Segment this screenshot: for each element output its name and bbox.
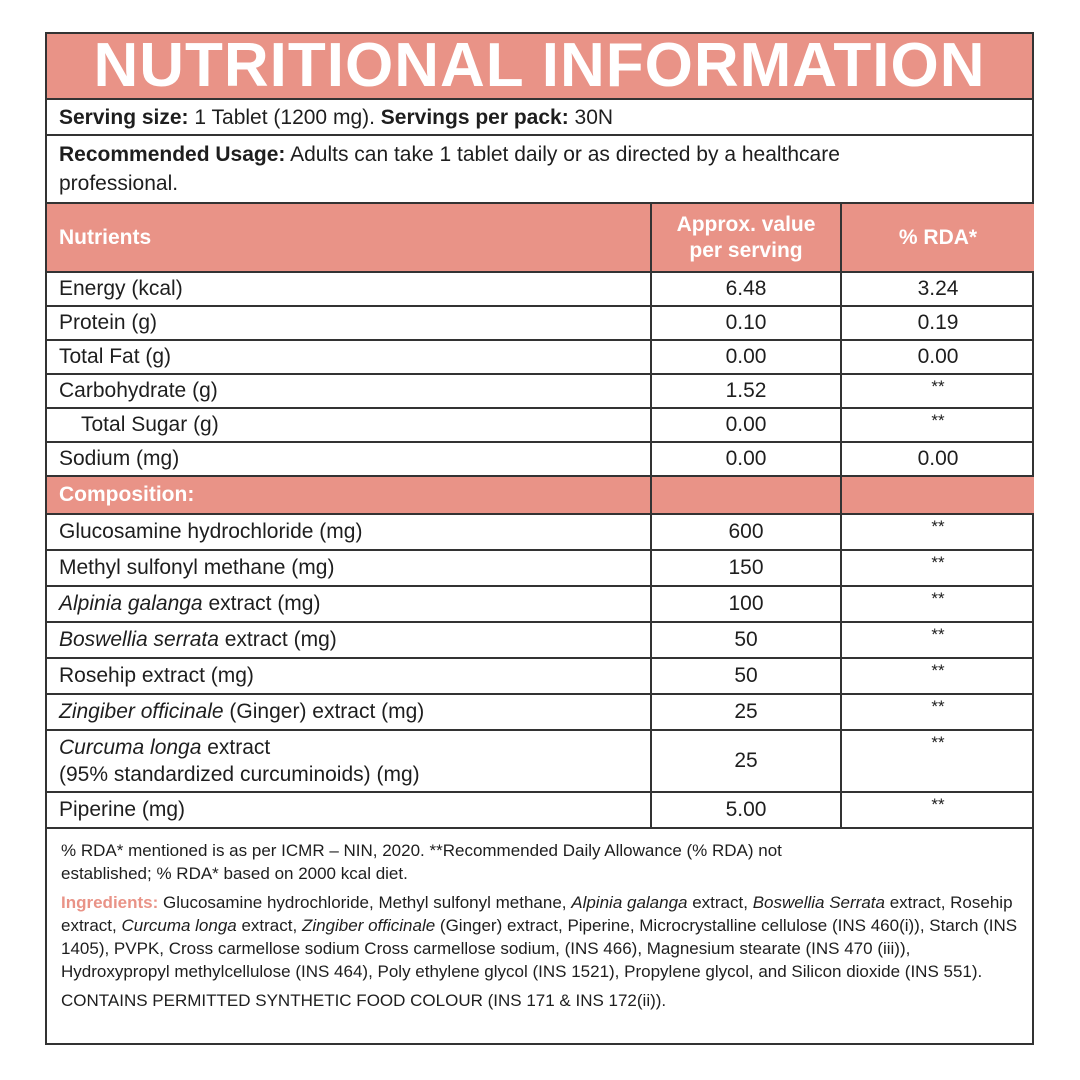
composition-name: Alpinia galanga extract (mg) — [47, 586, 651, 622]
composition-rda: ** — [841, 730, 1034, 792]
nutrition-panel — [45, 32, 1034, 1045]
composition-row — [47, 586, 1034, 622]
ingredients-label: Ingredients: — [61, 893, 159, 912]
nutrient-name: Energy (kcal) — [47, 272, 651, 306]
composition-value: 50 — [651, 658, 841, 694]
composition-value: 600 — [651, 514, 841, 550]
serving-size-label: Serving size: — [59, 106, 189, 129]
table-header-row — [47, 204, 1034, 272]
nutrient-row — [47, 408, 1034, 442]
composition-value: 25 — [651, 694, 841, 730]
usage-label: Recommended Usage: — [59, 143, 286, 166]
nutrient-name: Carbohydrate (g) — [47, 374, 651, 408]
composition-row — [47, 550, 1034, 586]
composition-row — [47, 730, 1034, 792]
nutrient-value: 0.00 — [651, 340, 841, 374]
serving-info — [47, 100, 1032, 136]
nutrient-rda: 0.00 — [841, 340, 1034, 374]
nutrient-row — [47, 272, 1034, 306]
composition-name: Zingiber officinale (Ginger) extract (mg) — [47, 694, 651, 730]
nutrient-value: 0.10 — [651, 306, 841, 340]
nutrient-rda: ** — [841, 374, 1034, 408]
colour-note: CONTAINS PERMITTED SYNTHETIC FOOD COLOUR (INS 171 & INS 172(ii)). — [61, 991, 667, 1010]
ingredients-text: Ingredients: Glucosamine hydrochloride, Methyl sulfonyl methane, Alpinia galanga extract, Boswellia Serrata extract, Rosehip extract, Curcuma longa extract, Zingiber officinale (Ginger) extract, Piperine, Microcrystalline cellulose (INS 460(i)), Starch (INS 1405), PVPK, Cross carmellose sodium Cross carmellose sodium, (INS 466), Magnesium stearate (INS 470 (iii)), Hydroxypropyl methylcellulose (INS 464), Poly ethylene glycol (INS 1521), Propylene glycol, and Silicon dioxide (INS 551). — [61, 893, 1018, 981]
nutrient-row — [47, 374, 1034, 408]
nutrient-row — [47, 306, 1034, 340]
nutrient-value: 0.00 — [651, 442, 841, 476]
header-nutrients: Nutrients — [47, 204, 651, 272]
serving-size-value: 1 Tablet (1200 mg). — [188, 106, 375, 129]
nutrient-name: Total Sugar (g) — [47, 408, 651, 442]
composition-row — [47, 658, 1034, 694]
composition-value: 5.00 — [651, 792, 841, 828]
composition-name: Curcuma longa extract (95% standardized curcuminoids) (mg) — [47, 730, 651, 792]
servings-per-pack-value: 30N — [568, 106, 614, 129]
header-approx-value: Approx. value per serving — [651, 204, 841, 272]
nutrient-name: Protein (g) — [47, 306, 651, 340]
nutrient-rda: ** — [841, 408, 1034, 442]
nutrient-row — [47, 340, 1034, 374]
composition-rda: ** — [841, 586, 1034, 622]
composition-name: Boswellia serrata extract (mg) — [47, 622, 651, 658]
header-rda: % RDA* — [841, 204, 1034, 272]
recommended-usage — [47, 136, 1032, 204]
footer-notes — [47, 829, 1032, 1012]
composition-rda: ** — [841, 658, 1034, 694]
composition-header-row — [47, 476, 1034, 514]
panel-title: NUTRITIONAL INFORMATION — [47, 34, 1032, 100]
nutrient-name: Total Fat (g) — [47, 340, 651, 374]
nutrient-value: 0.00 — [651, 408, 841, 442]
nutrient-rda: 3.24 — [841, 272, 1034, 306]
nutrient-row — [47, 442, 1034, 476]
composition-row — [47, 694, 1034, 730]
composition-value: 25 — [651, 730, 841, 792]
composition-rda: ** — [841, 550, 1034, 586]
composition-rda: ** — [841, 792, 1034, 828]
nutrient-rda: 0.19 — [841, 306, 1034, 340]
composition-value: 50 — [651, 622, 841, 658]
composition-name: Piperine (mg) — [47, 792, 651, 828]
composition-row — [47, 792, 1034, 828]
nutrient-rda: 0.00 — [841, 442, 1034, 476]
composition-rda: ** — [841, 694, 1034, 730]
composition-header: Composition: — [47, 476, 651, 514]
rda-footnote: % RDA* mentioned is as per ICMR – NIN, 2020. **Recommended Daily Allowance (% RDA) not established; % RDA* based on 2000 kcal diet. — [61, 841, 782, 883]
composition-name: Methyl sulfonyl methane (mg) — [47, 550, 651, 586]
composition-rda: ** — [841, 514, 1034, 550]
nutrient-value: 1.52 — [651, 374, 841, 408]
nutrient-name: Sodium (mg) — [47, 442, 651, 476]
composition-name: Rosehip extract (mg) — [47, 658, 651, 694]
composition-row — [47, 514, 1034, 550]
nutrition-table — [47, 204, 1034, 829]
servings-per-pack-label: Servings per pack: — [380, 106, 569, 129]
composition-value: 150 — [651, 550, 841, 586]
composition-row — [47, 622, 1034, 658]
composition-value: 100 — [651, 586, 841, 622]
usage-text: Adults can take 1 tablet daily or as directed by a healthcare professional. — [59, 143, 840, 195]
nutrient-value: 6.48 — [651, 272, 841, 306]
composition-rda: ** — [841, 622, 1034, 658]
composition-name: Glucosamine hydrochloride (mg) — [47, 514, 651, 550]
